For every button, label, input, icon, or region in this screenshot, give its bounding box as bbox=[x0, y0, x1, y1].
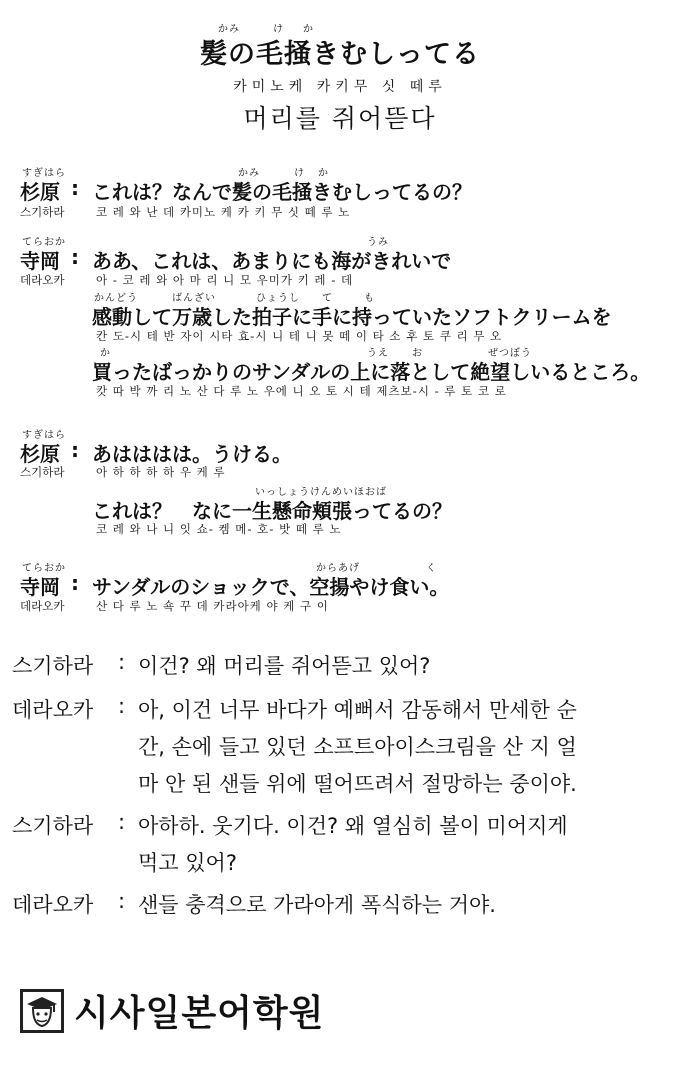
graduate-face-icon bbox=[20, 989, 64, 1033]
line-furigana: かみ bbox=[238, 168, 260, 179]
title-furigana-ka: か bbox=[303, 24, 314, 35]
speaker-colon: : bbox=[71, 176, 79, 200]
dialogue-line: サンダルのショックで、空揚やけ食い。 bbox=[92, 575, 450, 599]
speaker-name: 寺岡 bbox=[20, 249, 60, 273]
line-furigana: て bbox=[322, 293, 333, 304]
translation-speaker: 스기하라 bbox=[12, 814, 94, 838]
speaker-furigana: すぎはら bbox=[22, 168, 66, 179]
speaker-name: 杉原 bbox=[20, 442, 60, 466]
speaker-colon: : bbox=[71, 245, 79, 269]
dialogue-reading: 아 - 코 레 와 아 마 리 니 모 우미가 키 레 - 데 bbox=[96, 273, 354, 287]
title-korean: 머리를 쥐어뜯다 bbox=[243, 104, 437, 133]
dialogue-reading: 코 레 와 난 데 카미노 케 카 키 무 싯 떼 루 노 bbox=[96, 205, 351, 219]
dialogue-reading: 산 다 루 노 쇽 꾸 데 카라아케 야 케 구 이 bbox=[96, 599, 329, 613]
dialogue-line: 感動して万歳した拍子に手に持っていたソフトクリームを bbox=[92, 305, 612, 329]
line-furigana: かんどう bbox=[94, 293, 138, 304]
speaker-name: 寺岡 bbox=[20, 575, 60, 599]
line-furigana: うえ bbox=[367, 348, 389, 359]
translation-line: 마 안 된 샌들 위에 떨어뜨려서 절망하는 중이야. bbox=[138, 772, 577, 796]
dialogue-line: これは？ なに一生懸命頬張ってるの？ bbox=[92, 499, 452, 523]
translation-line: 샌들 충격으로 가라아게 폭식하는 거야. bbox=[138, 893, 496, 917]
translation-colon: : bbox=[118, 650, 126, 674]
brand-name: 시사일본어학원 bbox=[74, 993, 325, 1034]
line-furigana: からあげ bbox=[316, 563, 360, 574]
line-furigana: か bbox=[318, 168, 329, 179]
line-furigana: け bbox=[294, 168, 305, 179]
page-title: 髪の毛掻きむしってる bbox=[200, 39, 480, 70]
speaker-reading: 데라오카 bbox=[20, 273, 65, 287]
dialogue-line: ああ、これは、あまりにも海がきれいで bbox=[92, 249, 452, 273]
dialogue-line: 買ったばっかりのサンダルの上に落として絶望しいるところ。 bbox=[92, 360, 651, 384]
line-furigana: いっしょうけんめいほおば bbox=[255, 487, 387, 498]
speaker-furigana: てらおか bbox=[22, 563, 66, 574]
line-furigana: お bbox=[412, 348, 423, 359]
translation-speaker: 스기하라 bbox=[12, 654, 94, 678]
dialogue-reading: 아 하 하 하 하 우 케 루 bbox=[96, 465, 226, 479]
line-furigana: く bbox=[426, 563, 437, 574]
line-furigana: ぜつぼう bbox=[488, 348, 532, 359]
translation-speaker: 데라오카 bbox=[12, 893, 94, 917]
title-furigana-kami: かみ bbox=[218, 24, 240, 35]
line-furigana: うみ bbox=[367, 237, 389, 248]
translation-speaker: 데라오카 bbox=[12, 698, 94, 722]
title-reading: 카미노케 카키무 싯 떼루 bbox=[233, 79, 447, 95]
speaker-name: 杉原 bbox=[20, 180, 60, 204]
translation-line: 아, 이건 너무 바다가 예뻐서 감동해서 만세한 순 bbox=[138, 698, 577, 722]
speaker-reading: 데라오카 bbox=[20, 599, 65, 613]
translation-colon: : bbox=[118, 889, 126, 913]
translation-line: 이건? 왜 머리를 쥐어뜯고 있어? bbox=[138, 654, 431, 678]
line-furigana: ばんざい bbox=[172, 293, 216, 304]
speaker-colon: : bbox=[71, 438, 79, 462]
translation-line: 간, 손에 들고 있던 소프트아이스크림을 산 지 얼 bbox=[138, 735, 577, 759]
dialogue-reading: 캇 따 박 까 리 노 산 다 루 노 우에 니 오 토 시 테 제츠보-시 - 루 토 코 로 bbox=[96, 384, 507, 398]
line-furigana: か bbox=[100, 348, 111, 359]
dialogue-line: これは？なんで髪の毛掻きむしってるの？ bbox=[92, 180, 472, 204]
speaker-furigana: すぎはら bbox=[22, 430, 66, 441]
translation-colon: : bbox=[118, 694, 126, 718]
speaker-reading: 스기하라 bbox=[20, 465, 65, 479]
line-furigana: ひょうし bbox=[256, 293, 300, 304]
line-furigana: も bbox=[364, 293, 375, 304]
speaker-reading: 스기하라 bbox=[20, 205, 65, 219]
speaker-furigana: てらおか bbox=[22, 237, 66, 248]
dialogue-reading: 코 레 와 나 니 잇 쇼- 켐 메- 호- 밧 떼 루 노 bbox=[96, 522, 342, 536]
speaker-colon: : bbox=[71, 571, 79, 595]
translation-line: 먹고 있어? bbox=[138, 851, 237, 875]
brand-logo bbox=[20, 985, 324, 1036]
translation-colon: : bbox=[118, 810, 126, 834]
translation-line: 아하하. 웃기다. 이건? 왜 열심히 볼이 미어지게 bbox=[138, 814, 568, 838]
dialogue-line: あはははは。うける。 bbox=[92, 442, 292, 466]
title-furigana-ke: け bbox=[273, 24, 284, 35]
dialogue-reading: 칸 도-시 테 반 자이 시타 효-시 니 테 니 못 떼 이 타 소 후 토 쿠 리 무 오 bbox=[96, 329, 503, 343]
